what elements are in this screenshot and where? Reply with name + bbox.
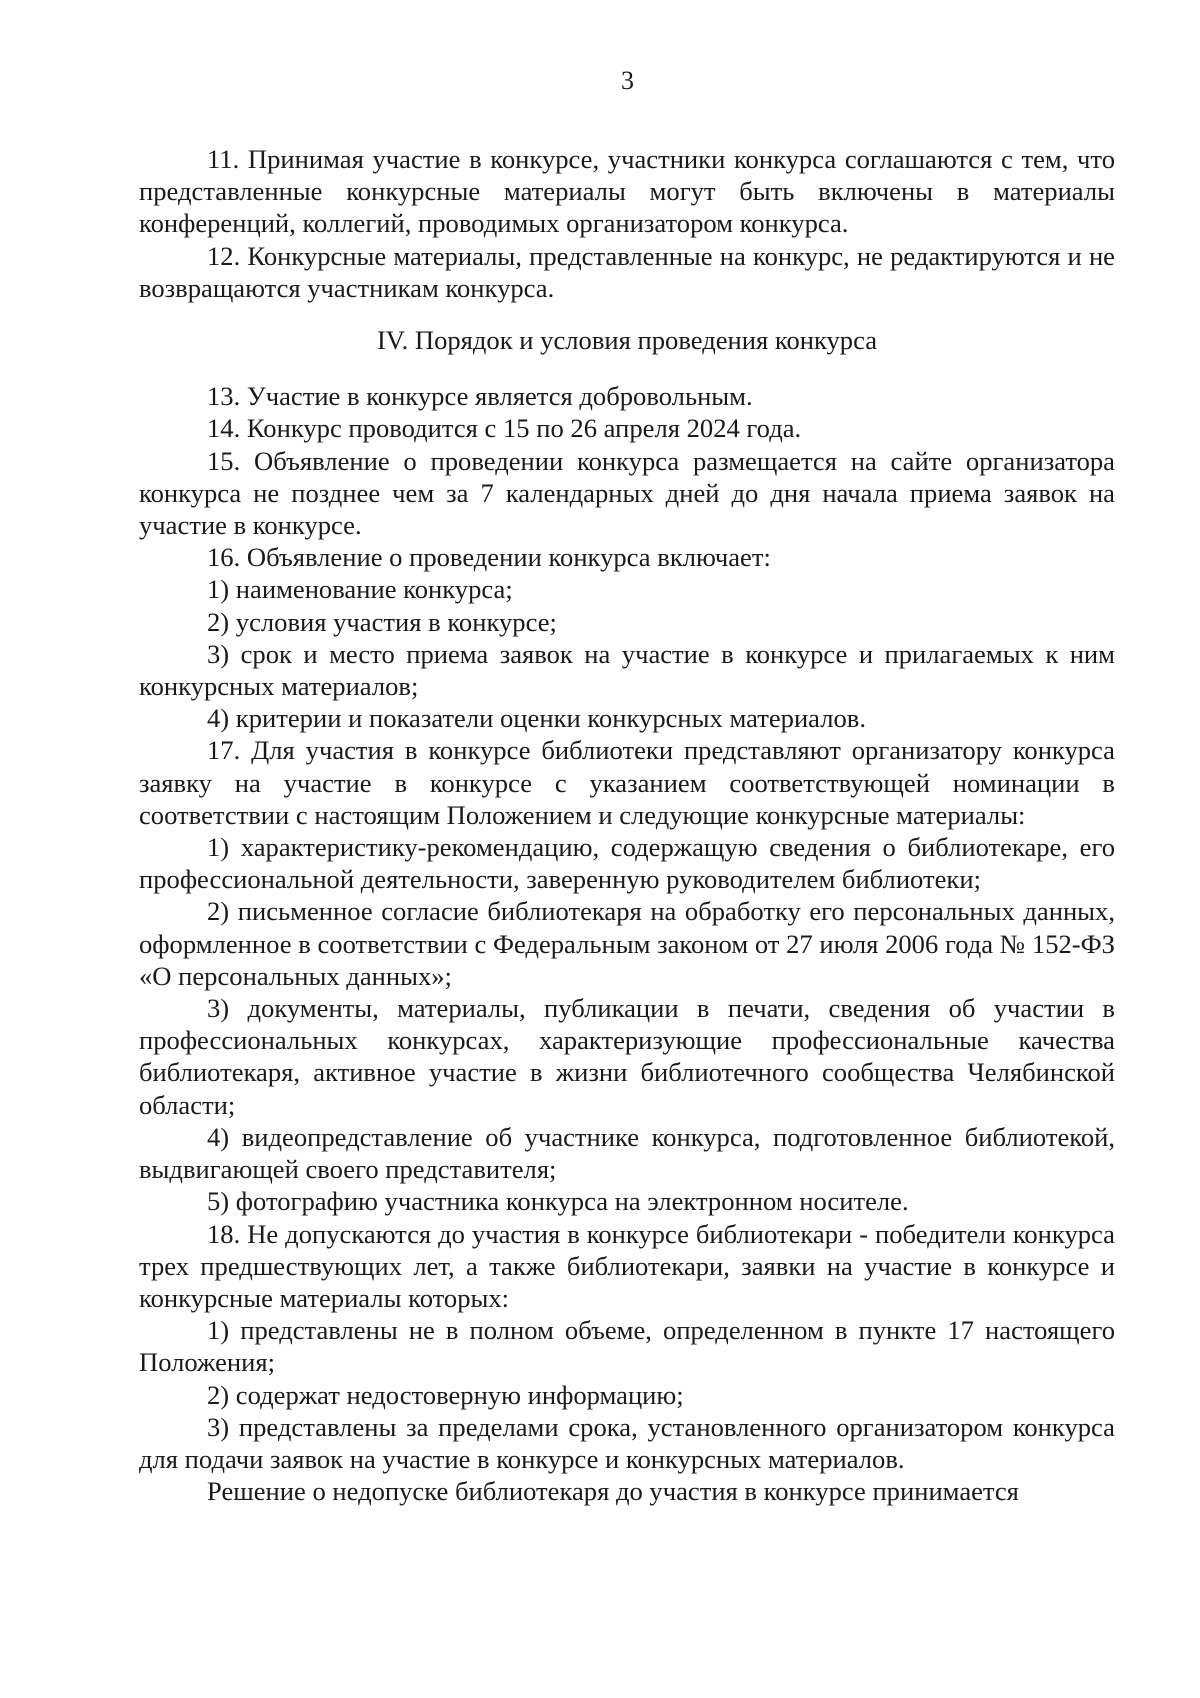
list-item-16-3: 3) срок и место приема заявок на участие в конкурсе и прилагаемых к ним конкурсных материалов; bbox=[139, 638, 1115, 702]
paragraph-12: 12. Конкурсные материалы, представленные на конкурс, не редактируются и не возвращаются участникам конкурса. bbox=[139, 240, 1115, 303]
paragraph-11: 11. Принимая участие в конкурсе, участники конкурса соглашаются с тем, что представленные конкурсные материалы могут быть включены в материалы конференций, коллегий, проводимых организатором конкурса. bbox=[139, 144, 1115, 239]
document-body bbox=[139, 143, 1115, 1507]
paragraph-14: 14. Конкурс проводится с 15 по 26 апреля 2024 года. bbox=[207, 413, 802, 444]
list-item-18-2: 2) содержат недостоверную информацию; bbox=[207, 1379, 684, 1410]
list-item-17-2: 2) письменное согласие библиотекаря на обработку его персональных данных, оформленное в соответствии с Федеральным законом от 27 июля 2006 года № 152-ФЗ «О персональных данных»; bbox=[139, 896, 1115, 991]
list-item-16-2: 2) условия участия в конкурсе; bbox=[207, 606, 557, 637]
paragraph-decision: Решение о недопуске библиотекаря до участия в конкурсе принимается bbox=[207, 1476, 1019, 1507]
section-heading: IV. Порядок и условия проведения конкурса bbox=[376, 325, 878, 356]
paragraph-13: 13. Участие в конкурсе является добровольным. bbox=[207, 381, 753, 412]
list-item-17-3: 3) документы, материалы, публикации в печати, сведения об участии в профессиональных конкурсах, характеризующие профессиональные качества библиотекаря, активное участие в жизни библиотечного сообщества Челябинской области; bbox=[139, 993, 1115, 1120]
list-item-17-5: 5) фотографию участника конкурса на электронном носителе. bbox=[207, 1186, 909, 1217]
paragraph-18: 18. Не допускаются до участия в конкурсе библиотекари - победители конкурса трех предшествующих лет, а также библиотекари, заявки на участие в конкурсе и конкурсные материалы которых: bbox=[139, 1218, 1115, 1313]
paragraph-16: 16. Объявление о проведении конкурса включает: bbox=[207, 542, 771, 573]
paragraph-15: 15. Объявление о проведении конкурса размещается на сайте организатора конкурса не позднее чем за 7 календарных дней до дня начала приема заявок на участие в конкурсе. bbox=[139, 445, 1115, 541]
list-item-18-1: 1) представлены не в полном объеме, определенном в пункте 17 настоящего Положения; bbox=[139, 1315, 1115, 1378]
list-item-18-3: 3) представлены за пределами срока, установленного организатором конкурса для подачи заявок на участие в конкурсе и конкурсных материалов. bbox=[139, 1411, 1115, 1474]
paragraph-17: 17. Для участия в конкурсе библиотеки представляют организатору конкурса заявку на участие в конкурсе с указанием соответствующей номинации в соответствии с настоящим Положением и следующие конкурсные материалы: bbox=[139, 735, 1115, 830]
list-item-17-1: 1) характеристику-рекомендацию, содержащую сведения о библиотекаре, его профессиональной деятельности, заверенную руководителем библиотеки; bbox=[139, 832, 1115, 895]
list-item-16-4: 4) критерии и показатели оценки конкурсных материалов. bbox=[207, 703, 866, 734]
list-item-17-4: 4) видеопредставление об участнике конкурса, подготовленное библиотекой, выдвигающей своего представителя; bbox=[139, 1121, 1115, 1185]
list-item-16-1: 1) наименование конкурса; bbox=[207, 574, 513, 605]
page-number: 3 bbox=[621, 66, 634, 95]
